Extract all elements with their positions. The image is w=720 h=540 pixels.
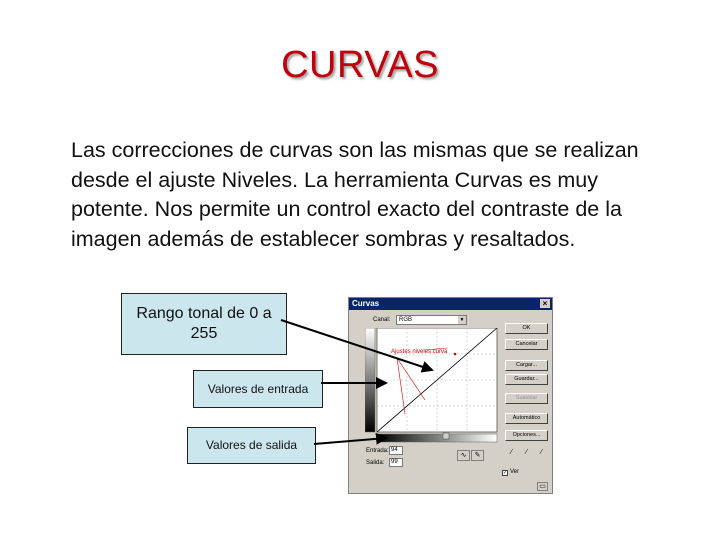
cancel-button[interactable]: Cancelar [505,339,548,350]
slide-paragraph: Las correcciones de curvas son las mismas que se realizan desde el ajuste Niveles. La herramienta Curvas es muy potente. Nos permite un control exacto del contraste de la imagen además de establecer sombras y resaltados. [71,138,639,251]
callout-output-values: Valores de salida [187,427,316,464]
smooth-button[interactable]: Suavizar [505,393,548,404]
preview-label: Ver [510,469,520,475]
white-eyedropper-icon[interactable]: ⁄ [535,448,548,459]
black-eyedropper-icon[interactable]: ⁄ [505,448,518,459]
options-button[interactable]: Opciones... [505,430,548,441]
callout-input-values: Valores de entrada [193,370,323,408]
callout-tonal-range: Rango tonal de 0 a 255 [121,293,287,355]
expand-icon[interactable]: ▭ [537,482,548,491]
load-button[interactable]: Cargar... [505,360,548,371]
channel-label: Canal: [373,317,391,323]
pencil-tool-icon[interactable]: ✎ [471,450,484,461]
curve-tool-icon[interactable]: ∿ [457,450,470,461]
save-button[interactable]: Guardar... [505,374,548,385]
arrow-tonal-range [281,320,432,370]
arrow-output-values [314,438,386,444]
input-field[interactable]: 94 [389,446,403,455]
dialog-title: Curvas [352,299,380,308]
close-icon[interactable]: × [540,299,550,308]
gray-eyedropper-icon[interactable]: ⁄ [520,448,533,459]
chevron-down-icon[interactable]: ▼ [459,317,465,323]
annotation-text: Ajustes niveles curva [391,349,448,355]
preview-checkbox[interactable]: ✓ [503,470,508,476]
ok-button[interactable]: OK [505,323,548,334]
input-label: Entrada: [366,448,389,454]
channel-value: RGB [399,317,413,323]
slide-title: CURVAS [281,44,439,86]
auto-button[interactable]: Automático [505,413,548,424]
output-label: Salida: [366,460,385,466]
output-field[interactable]: 99 [389,458,403,467]
